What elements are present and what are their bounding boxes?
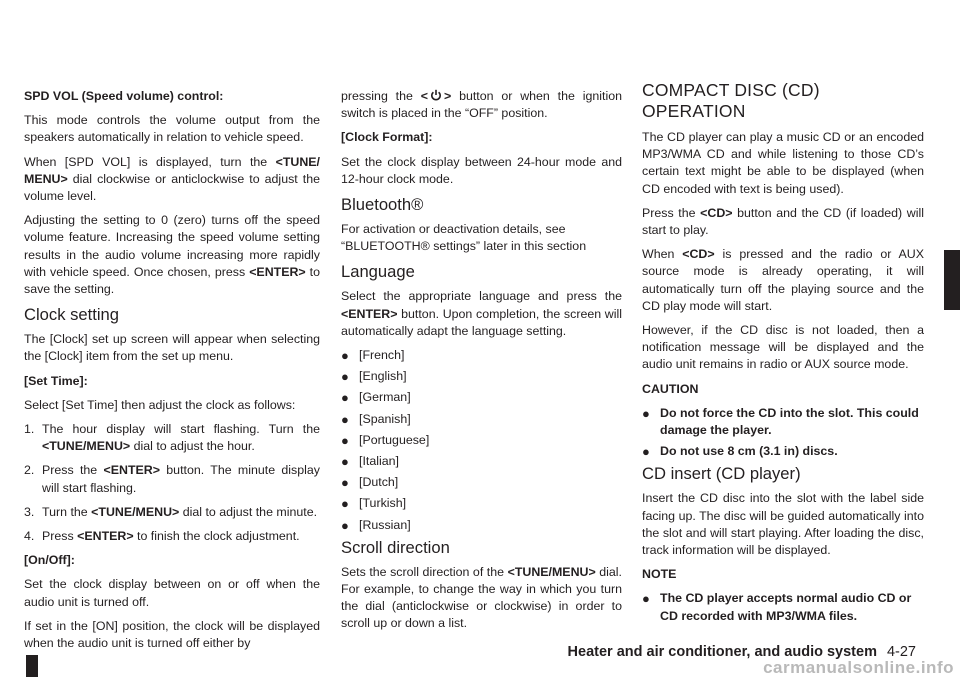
text: Select the appropriate language and press the xyxy=(341,289,622,304)
bullet-icon: ● xyxy=(341,517,349,533)
power-icon xyxy=(430,89,442,101)
on-off-paragraph-2: If set in the [ON] position, the clock will be displayed when the audio unit is turned off either by xyxy=(24,618,320,651)
caution-item-text: Do not use 8 cm (3.1 in) discs. xyxy=(660,444,838,459)
language-item xyxy=(341,347,622,364)
language-label: [Turkish] xyxy=(359,496,407,511)
language-label: [English] xyxy=(359,369,407,384)
page-number: 4-27 xyxy=(886,644,916,660)
language-paragraph xyxy=(341,288,622,340)
step-text xyxy=(42,421,320,455)
bluetooth-paragraph: For activation or deactivation details, see “BLUETOOTH® settings” later in this section xyxy=(341,222,587,254)
caution-item xyxy=(642,443,924,460)
cd-paragraph-4: However, if the CD disc is not loaded, then a notification message will be displayed and the audio unit remains in radio or AUX source mode. xyxy=(642,323,924,372)
enter-key: <ENTER> xyxy=(249,264,306,279)
set-time-steps xyxy=(24,421,320,545)
set-time-paragraph: Select [Set Time] then adjust the clock as follows: xyxy=(24,397,296,412)
text: to save the setting. xyxy=(24,264,320,297)
text: dial to adjust the minute. xyxy=(179,504,318,519)
bullet-icon: ● xyxy=(341,496,349,512)
step-item xyxy=(24,504,320,521)
tune-menu-key: <TUNE/MENU> xyxy=(507,564,596,579)
key-bracket: > xyxy=(443,89,452,103)
caution-item-text: Do not force the CD into the slot. This could damage the player. xyxy=(660,405,919,438)
power-key xyxy=(421,89,452,103)
column-left xyxy=(24,88,320,659)
bullet-icon: ● xyxy=(341,454,349,470)
key-label: <TUNE/MENU> xyxy=(91,504,180,519)
bullet-icon: ● xyxy=(642,591,650,607)
scroll-direction-title: Scroll direction xyxy=(341,537,450,557)
language-label: [Spanish] xyxy=(359,411,411,426)
step-number: 4. xyxy=(24,529,35,544)
clock-format-paragraph: Set the clock display between 24-hour mode and 12-hour clock mode. xyxy=(341,154,622,186)
corner-marker xyxy=(26,655,38,677)
scroll-direction-paragraph xyxy=(341,564,622,633)
bluetooth-title: Bluetooth® xyxy=(341,195,424,215)
language-label: [French] xyxy=(359,348,405,363)
step-item xyxy=(24,421,320,455)
language-item xyxy=(341,453,622,470)
cd-paragraph-2 xyxy=(642,205,924,239)
spd-vol-heading: SPD VOL (Speed volume) control: xyxy=(24,89,224,103)
language-item xyxy=(341,517,622,534)
note-list xyxy=(642,590,924,624)
text: Sets the scroll direction of the xyxy=(341,564,508,579)
text: Adjusting the setting to 0 (zero) turns off the speed volume feature. Increasing the speed volume setting results in the audio volume increasing more rapidly with vehicle speed. Once chosen, press xyxy=(24,213,320,279)
note-heading: NOTE xyxy=(642,567,677,582)
column-right xyxy=(642,80,925,629)
language-list xyxy=(341,347,622,534)
language-label: [Russian] xyxy=(359,517,411,532)
language-item xyxy=(341,389,622,406)
key-label: <TUNE/MENU> xyxy=(42,439,131,454)
text: Press xyxy=(42,529,78,544)
bullet-icon: ● xyxy=(341,411,349,427)
step-text xyxy=(42,504,320,521)
text: dial to adjust the hour. xyxy=(130,439,255,454)
step-item xyxy=(24,528,320,545)
spd-vol-paragraph-1: This mode controls the volume output from the speakers automatically in relation to vehicle speed. xyxy=(24,113,320,145)
language-label: [Italian] xyxy=(359,454,399,469)
bullet-icon: ● xyxy=(341,369,349,385)
bullet-icon: ● xyxy=(341,390,349,406)
clock-continued-paragraph xyxy=(341,88,622,122)
text: Press the xyxy=(642,205,701,220)
text: Press the xyxy=(42,463,104,478)
cd-operation-title: COMPACT DISC (CD) OPERATION xyxy=(642,80,820,121)
spd-vol-paragraph-3 xyxy=(24,212,320,298)
column-middle xyxy=(341,88,622,640)
text: to finish the clock adjustment. xyxy=(133,529,300,544)
text: button and the CD (if loaded) will start to play. xyxy=(642,205,924,238)
section-thumb-tab xyxy=(944,250,960,310)
cd-paragraph-1: The CD player can play a music CD or an encoded MP3/WMA CD and while listening to those CD’s certain text might be able to be displayed (when CD encoded with text is being used). xyxy=(642,130,924,196)
note-item-text: The CD player accepts normal audio CD or CD recorded with MP3/WMA files. xyxy=(660,591,912,623)
text: button. The minute display will start flashing. xyxy=(42,463,320,495)
tune-menu-key: <TUNE/ MENU> xyxy=(24,154,320,186)
key-label: <ENTER> xyxy=(77,529,134,544)
clock-format-heading: [Clock Format]: xyxy=(341,130,433,145)
step-text xyxy=(42,528,320,545)
cd-paragraph-3 xyxy=(642,246,924,315)
language-label: [Dutch] xyxy=(359,475,399,490)
text: Turn the xyxy=(42,504,92,519)
language-item xyxy=(341,368,622,385)
step-text xyxy=(42,462,320,496)
caution-item xyxy=(642,405,924,439)
bullet-icon: ● xyxy=(642,405,650,421)
bullet-icon: ● xyxy=(341,348,349,364)
text: When [SPD VOL] is displayed, turn the xyxy=(24,154,276,169)
bullet-icon: ● xyxy=(341,432,349,448)
set-time-heading: [Set Time]: xyxy=(24,373,88,388)
language-item xyxy=(341,474,622,491)
step-number: 1. xyxy=(24,422,35,437)
key-label: <ENTER> xyxy=(103,463,160,478)
bullet-icon: ● xyxy=(642,444,650,460)
caution-heading: CAUTION xyxy=(642,381,699,396)
clock-paragraph-1: The [Clock] set up screen will appear when selecting the [Clock] item from the set up menu. xyxy=(24,332,320,364)
language-label: [German] xyxy=(359,390,411,405)
language-item xyxy=(341,495,622,512)
on-off-heading: [On/Off]: xyxy=(24,553,75,568)
footer-section-title: Heater and air conditioner, and audio system xyxy=(567,644,877,660)
enter-key: <ENTER> xyxy=(341,306,398,321)
clock-setting-title: Clock setting xyxy=(24,305,119,325)
caution-list xyxy=(642,405,924,461)
text: button. Upon completion, the screen will automatically adapt the language setting. xyxy=(341,306,622,338)
text: The hour display will start flashing. Turn the xyxy=(42,422,320,437)
cd-key: <CD> xyxy=(700,205,733,220)
language-item xyxy=(341,432,622,449)
text: is pressed and the radio or AUX source mode is already operating, it will automatically turn off the playing source and the CD play mode will start. xyxy=(642,247,925,313)
language-title: Language xyxy=(341,262,415,282)
step-item xyxy=(24,462,320,496)
step-number: 3. xyxy=(24,504,35,519)
language-item xyxy=(341,411,622,428)
language-label: [Portuguese] xyxy=(359,432,430,447)
on-off-paragraph-1: Set the clock display between on or off when the audio unit is turned off. xyxy=(24,577,320,609)
cd-insert-paragraph: Insert the CD disc into the slot with the label side facing up. The disc will be guided automatically into the slot and will start playing. After loading the disc, track information will be displayed. xyxy=(642,491,924,558)
watermark: carmanualsonline.info xyxy=(763,658,954,677)
key-bracket: < xyxy=(420,89,428,103)
text: button or when the ignition switch is placed in the “OFF” position. xyxy=(341,89,622,121)
text: pressing the xyxy=(341,89,421,103)
cd-key: <CD> xyxy=(682,247,715,262)
cd-insert-title: CD insert (CD player) xyxy=(642,464,801,484)
text: When xyxy=(642,247,683,262)
text: dial clockwise or anticlockwise to adjust the volume level. xyxy=(24,171,320,204)
note-item xyxy=(642,590,924,624)
text: dial. For example, to change the way in which you turn the dial (anticlockwise or clockwise) in order to scroll up or down a list. xyxy=(341,564,622,631)
step-number: 2. xyxy=(24,463,35,478)
bullet-icon: ● xyxy=(341,475,349,491)
spd-vol-paragraph-2 xyxy=(24,154,320,206)
